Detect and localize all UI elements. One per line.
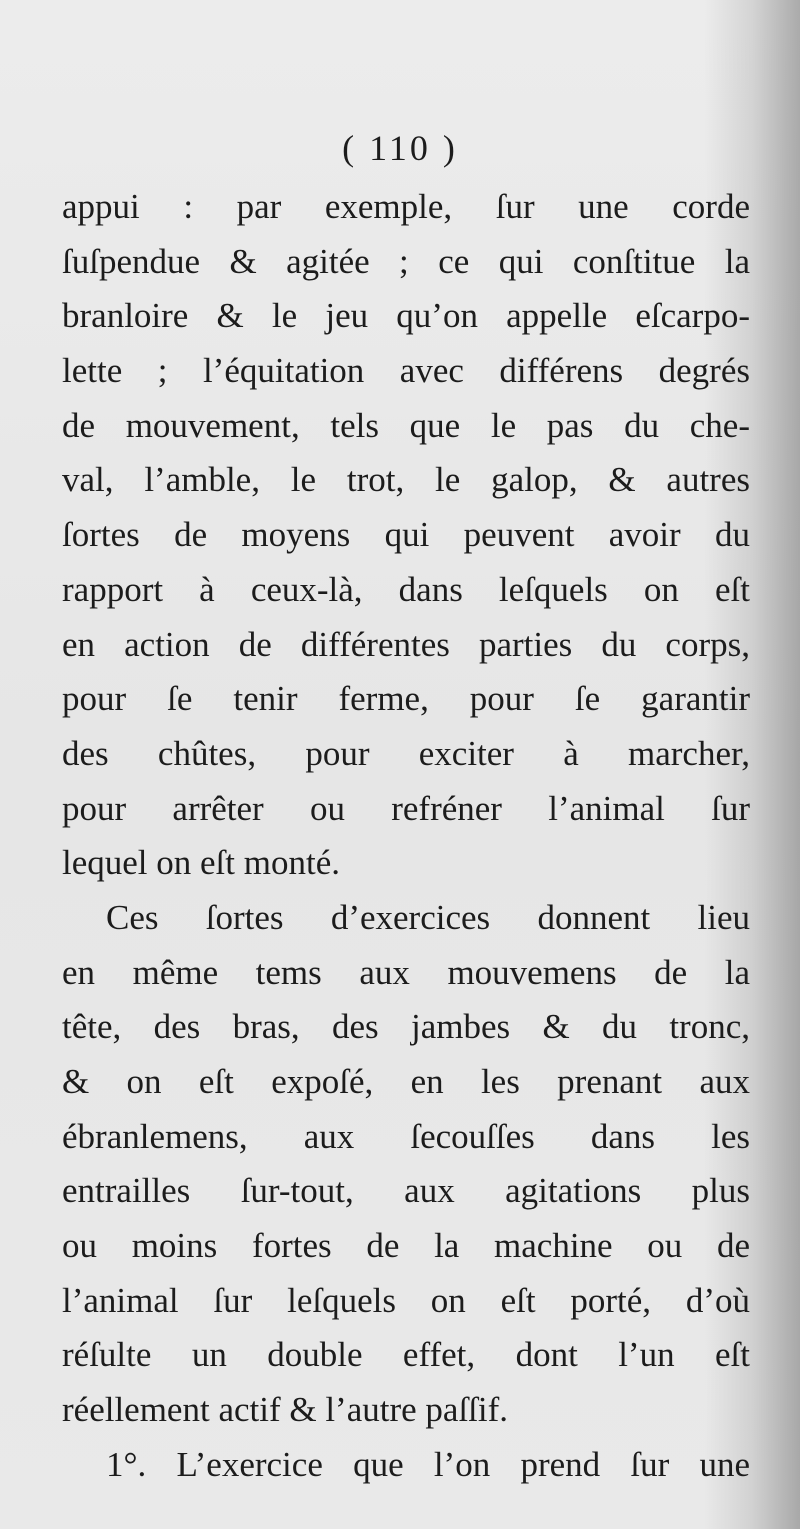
text-line: val, l’amble, le trot, le galop, & autres: [62, 460, 750, 500]
text-line: pour arrêter ou refréner l’animal ſur: [62, 788, 750, 828]
text-line: pour ſe tenir ferme, pour ſe garantir: [62, 679, 750, 719]
text-line: des chûtes, pour exciter à marcher,: [62, 733, 750, 773]
text-line: Ces ſortes d’exercices donnent lieu: [106, 897, 750, 937]
text-line: ébranlemens, aux ſecouſſes dans les: [62, 1116, 750, 1156]
text-line: ou moins fortes de la machine ou de: [62, 1226, 750, 1266]
text-line: en action de différentes parties du corps,: [62, 624, 750, 664]
page-number: ( 110 ): [342, 128, 458, 168]
text-line: tête, des bras, des jambes & du tronc,: [62, 1007, 750, 1047]
text-line: ſortes de moyens qui peuvent avoir du: [62, 515, 750, 555]
text-line: lette ; l’équitation avec différens degrés: [62, 351, 750, 391]
text-line: l’animal ſur leſquels on eſt porté, d’où: [62, 1280, 750, 1320]
text-line: lequel on eſt monté.: [62, 843, 340, 883]
text-line: rapport à ceux-là, dans leſquels on eſt: [62, 569, 750, 609]
text-line: réellement actif & l’autre paſſif.: [62, 1390, 509, 1430]
text-line: 1°. L’exercice que l’on prend ſur une: [106, 1444, 750, 1484]
text-line: ſuſpendue & agitée ; ce qui conſtitue la: [62, 241, 750, 281]
text-line: branloire & le jeu qu’on appelle eſcarpo-: [62, 296, 750, 336]
body-text: [62, 180, 750, 1493]
text-line: en même tems aux mouvemens de la: [62, 952, 750, 992]
text-line: réſulte un double effet, dont l’un eſt: [62, 1335, 750, 1375]
text-line: de mouvement, tels que le pas du che-: [62, 405, 750, 445]
text-line: & on eſt expoſé, en les prenant aux: [62, 1062, 750, 1101]
text-line: appui : par exemple, ſur une corde: [62, 187, 750, 226]
text-line: entrailles ſur-tout, aux agitations plus: [62, 1171, 750, 1211]
